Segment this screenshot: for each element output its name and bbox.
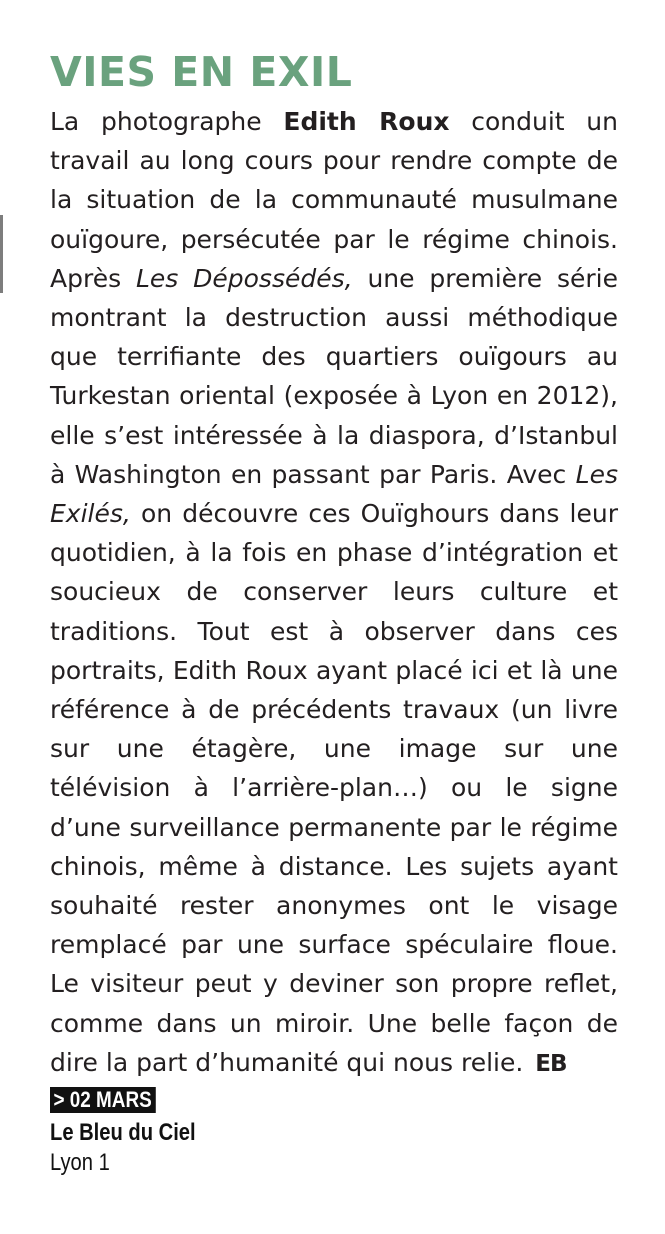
series-title-exiles: Les Exilés, [50, 459, 618, 529]
photographer-name: Edith Roux [283, 107, 450, 136]
article-headline: VIES EN EXIL [50, 48, 353, 96]
page-edge-mark [0, 215, 3, 293]
event-venue-city: Lyon 1 [50, 1149, 110, 1177]
intro-text: La photographe [50, 107, 284, 136]
author-signature: EB [535, 1050, 567, 1077]
body-text-segment: on découvre ces Ouïghours dans leur quotidien, à la fois en phase d’intégration et soucieux de conserver leurs culture et traditions. Tout est à observer dans ces portraits, Edith Roux ayant placé ici et là une référence à de précédents travaux (un livre sur une étagère, une image sur une télévision à l’arrière-plan…) ou le signe d’une surveillance permanente par le régime chinois, même à distance. Les sujets ayant souhaité rester anonymes ont le visage remplacé par une surface spéculaire floue. Le visiteur peut y deviner son propre reflet, comme dans un miroir. Une belle façon de dire la part d’humanité qui nous relie. [50, 499, 618, 1077]
event-info [50, 1084, 618, 1177]
body-text-segment: une première série montrant la destruction aussi méthodique que terrifiante des quartiers ouïgours au Turkestan oriental (exposée à Lyon en 2012), elle s’est intéressée à la diaspora, d’Istanbul à Washington en passant par Paris. Avec [50, 263, 618, 489]
article [50, 48, 618, 1177]
article-body [50, 102, 618, 1084]
event-venue-name: Le Bleu du Ciel [50, 1119, 196, 1147]
series-title-depossedes: Les Dépossédés, [135, 263, 353, 293]
body-text-segment: conduit un travail au long cours pour rendre compte de la situation de la communauté musulmane ouïgoure, persécutée par le régime chinois. Après [50, 107, 618, 293]
event-date-badge: > 02 MARS [50, 1087, 156, 1113]
